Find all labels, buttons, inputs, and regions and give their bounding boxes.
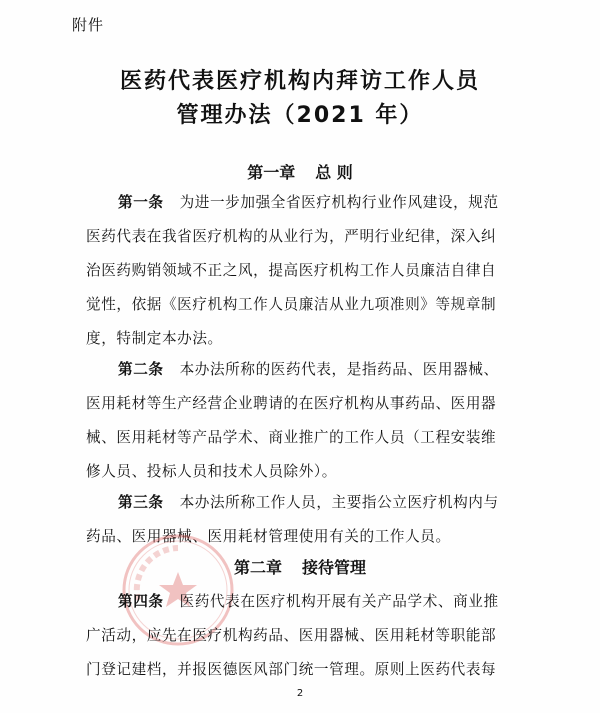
document-title-line-2: 管理办法（2021 年） (176, 103, 424, 128)
article-2-line-2: 医用耗材等生产经营企业聘请的在医疗机构从事药品、医用器 (86, 395, 497, 412)
attachment-label: 附件 (72, 16, 105, 34)
article-1-line-5: 度，特制定本办法。 (86, 330, 223, 347)
chapter-1-heading (0, 160, 600, 183)
article-4-line-2: 广活动，应先在医疗机构药品、医用器械、医用耗材等职能部 (86, 627, 497, 644)
article-3-line-2: 药品、医用器械、医用耗材管理使用有关的工作人员。 (86, 528, 451, 545)
article-2-line-4: 修人员、投标人员和技术人员除外）。 (86, 463, 337, 480)
article-4-line-1 (118, 590, 558, 611)
article-3-label: 第三条 (118, 494, 164, 511)
chapter-2-name: 接待管理 (302, 558, 367, 577)
article-1-text-1: 为进一步加强全省医疗机构行业作风建设，规范 (179, 194, 499, 211)
page-number: 2 (296, 688, 304, 699)
chapter-2-number: 第二章 (233, 558, 282, 577)
article-2-line-1 (118, 358, 558, 379)
article-1-label: 第一条 (118, 194, 164, 211)
chapter-2-heading (0, 555, 600, 578)
article-4-line-3: 门登记建档，并报医德医风部门统一管理。原则上医药代表每 (86, 661, 497, 678)
article-2-text-1: 本办法所称的医药代表，是指药品、医用器械、 (179, 361, 499, 378)
article-2-label: 第二条 (118, 361, 164, 378)
chapter-1-name: 总 则 (315, 163, 353, 182)
article-1-line-1 (118, 191, 558, 212)
article-4-text-1: 医药代表在医疗机构开展有关产品学术、商业推 (179, 593, 499, 610)
article-1-line-4: 觉性，依据《医疗机构工作人员廉洁从业九项准则》等规章制 (86, 296, 497, 313)
article-2-line-3: 械、医用耗材等产品学术、商业推广的工作人员（工程安装维 (86, 429, 497, 446)
article-1-line-2: 医药代表在我省医疗机构的从业行为，严明行业纪律，深入纠 (86, 228, 497, 245)
chapter-1-number: 第一章 (247, 163, 296, 182)
article-1-line-3: 治医药购销领域不正之风，提高医疗机构工作人员廉洁自律自 (86, 262, 497, 279)
article-4-label: 第四条 (118, 593, 164, 610)
document-title-line-1: 医药代表医疗机构内拜访工作人员 (119, 69, 480, 94)
article-3-text-1: 本办法所称工作人员，主要指公立医疗机构内与 (179, 494, 499, 511)
article-3-line-1 (118, 491, 558, 512)
